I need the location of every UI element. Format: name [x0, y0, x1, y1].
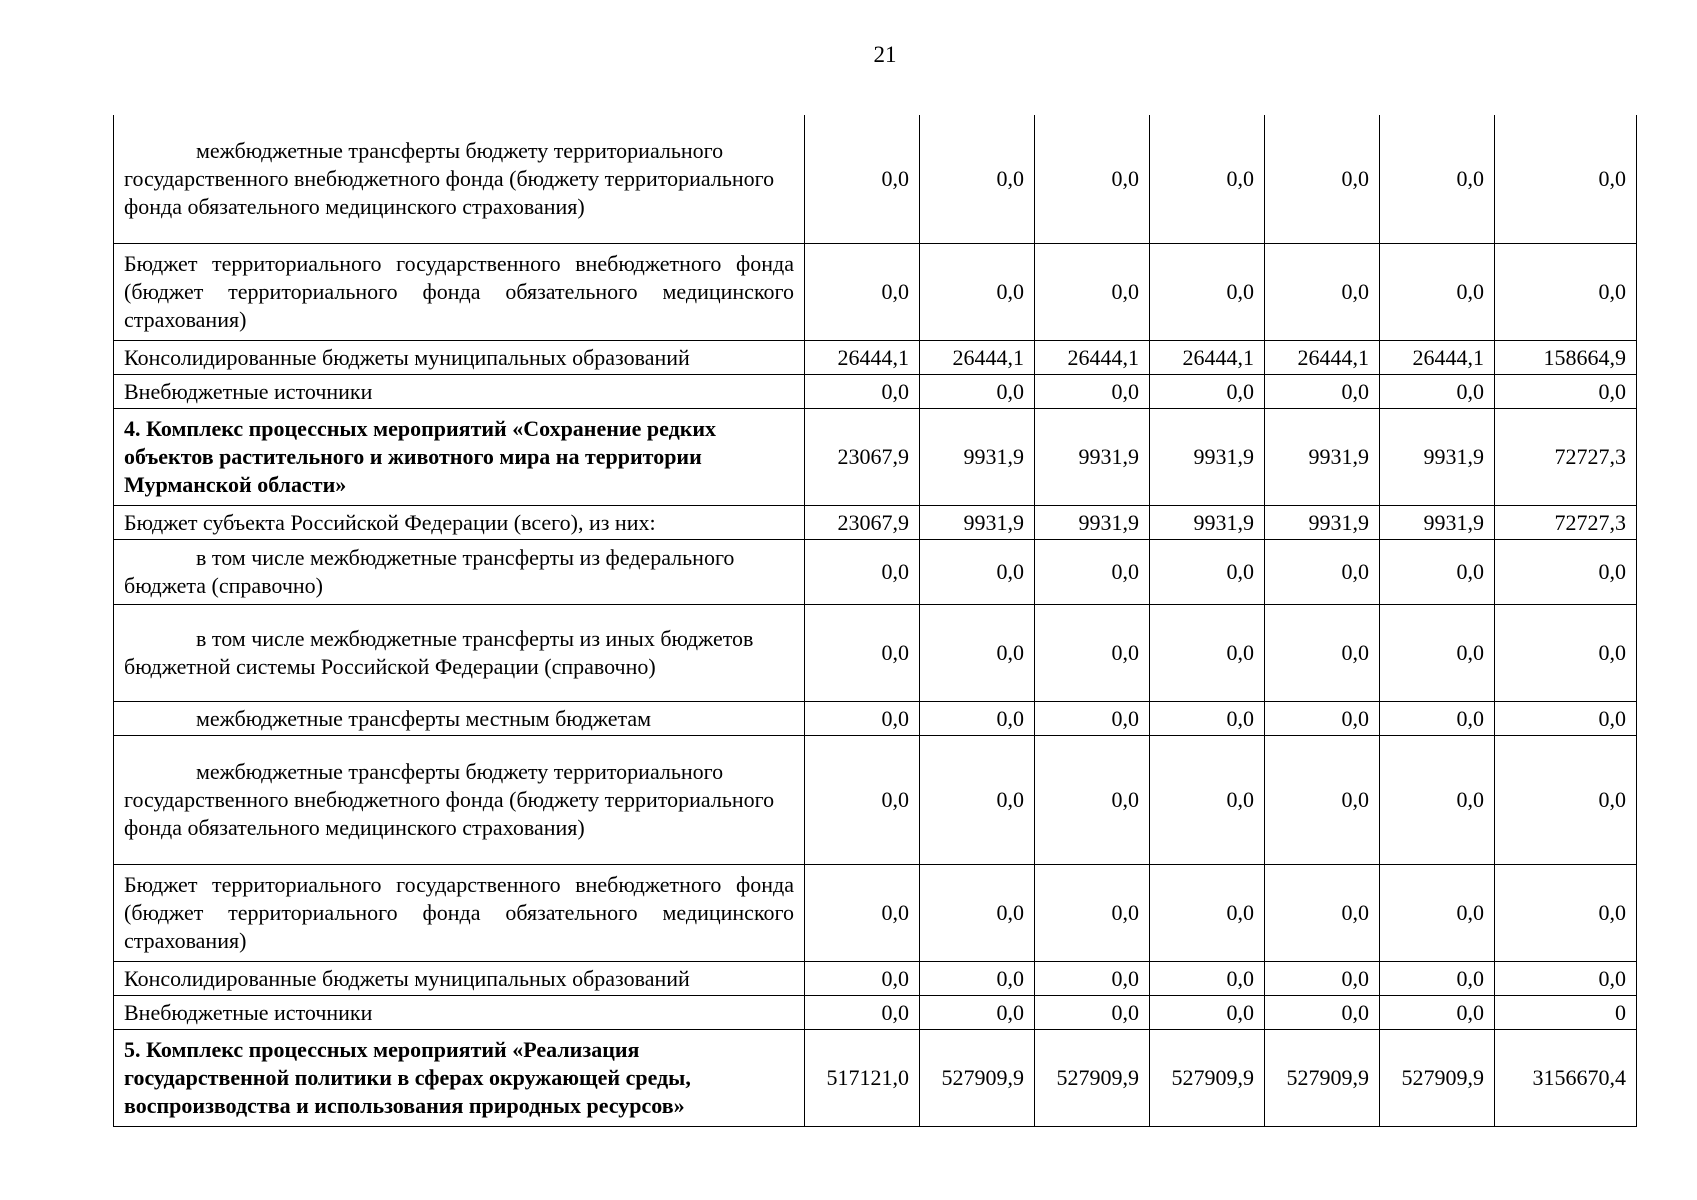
row-value: 527909,9 — [1035, 1030, 1150, 1127]
row-value: 0,0 — [1380, 736, 1495, 865]
row-value: 0,0 — [920, 115, 1035, 244]
row-label: Консолидированные бюджеты муниципальных образований — [114, 341, 805, 375]
row-value: 0,0 — [1265, 605, 1380, 702]
row-value: 0,0 — [920, 375, 1035, 409]
row-total: 72727,3 — [1495, 409, 1637, 506]
row-label: Внебюджетные источники — [114, 375, 805, 409]
budget-table — [113, 115, 1637, 1127]
row-value: 0,0 — [805, 605, 920, 702]
row-value: 9931,9 — [1035, 506, 1150, 540]
table-row — [114, 540, 1637, 605]
row-value: 0,0 — [920, 702, 1035, 736]
row-value: 0,0 — [1035, 702, 1150, 736]
row-value: 527909,9 — [1265, 1030, 1380, 1127]
row-value: 0,0 — [1150, 865, 1265, 962]
row-label: в том числе межбюджетные трансферты из федерального бюджета (справочно) — [114, 540, 805, 605]
row-value: 0,0 — [1380, 962, 1495, 996]
row-value: 0,0 — [1035, 540, 1150, 605]
row-value: 0,0 — [1265, 244, 1380, 341]
row-value: 0,0 — [920, 736, 1035, 865]
row-value: 26444,1 — [1380, 341, 1495, 375]
row-value: 0,0 — [920, 540, 1035, 605]
row-value: 0,0 — [1380, 605, 1495, 702]
row-value: 9931,9 — [1380, 409, 1495, 506]
row-value: 0,0 — [1265, 540, 1380, 605]
row-value: 0,0 — [1035, 736, 1150, 865]
row-total: 0,0 — [1495, 244, 1637, 341]
row-value: 0,0 — [1265, 115, 1380, 244]
row-value: 26444,1 — [805, 341, 920, 375]
table-row — [114, 962, 1637, 996]
row-label: Бюджет территориального государственного внебюджетного фонда (бюджет территориального фонда обязательного медицинского страхования) — [114, 244, 805, 341]
row-value: 0,0 — [805, 702, 920, 736]
row-value: 0,0 — [1035, 375, 1150, 409]
row-total: 0,0 — [1495, 115, 1637, 244]
row-total: 158664,9 — [1495, 341, 1637, 375]
row-value: 0,0 — [805, 865, 920, 962]
page-number: 21 — [873, 42, 897, 67]
row-value: 0,0 — [1265, 702, 1380, 736]
row-value: 0,0 — [1150, 375, 1265, 409]
row-value: 0,0 — [1380, 115, 1495, 244]
row-value: 0,0 — [805, 244, 920, 341]
row-label: Бюджет субъекта Российской Федерации (всего), из них: — [114, 506, 805, 540]
row-value: 23067,9 — [805, 506, 920, 540]
row-value: 0,0 — [1265, 996, 1380, 1030]
row-value: 0,0 — [1265, 865, 1380, 962]
row-value: 0,0 — [805, 996, 920, 1030]
row-value: 0,0 — [1265, 375, 1380, 409]
row-value: 0,0 — [1150, 736, 1265, 865]
row-value: 26444,1 — [1150, 341, 1265, 375]
row-total: 0,0 — [1495, 375, 1637, 409]
row-value: 0,0 — [805, 962, 920, 996]
row-value: 9931,9 — [920, 506, 1035, 540]
row-total: 0,0 — [1495, 736, 1637, 865]
row-value: 527909,9 — [1380, 1030, 1495, 1127]
row-value: 517121,0 — [805, 1030, 920, 1127]
budget-table-body — [114, 115, 1637, 1127]
row-value: 0,0 — [1150, 962, 1265, 996]
row-value: 9931,9 — [1380, 506, 1495, 540]
table-row — [114, 341, 1637, 375]
row-value: 0,0 — [920, 244, 1035, 341]
row-value: 527909,9 — [920, 1030, 1035, 1127]
row-value: 0,0 — [1035, 244, 1150, 341]
table-row — [114, 736, 1637, 865]
table-row — [114, 375, 1637, 409]
row-total: 0,0 — [1495, 865, 1637, 962]
row-value: 0,0 — [1035, 996, 1150, 1030]
table-row — [114, 996, 1637, 1030]
row-value: 0,0 — [1380, 702, 1495, 736]
row-value: 0,0 — [1150, 244, 1265, 341]
row-label: Консолидированные бюджеты муниципальных образований — [114, 962, 805, 996]
table-row — [114, 702, 1637, 736]
row-value: 9931,9 — [1265, 506, 1380, 540]
row-label: межбюджетные трансферты бюджету территориального государственного внебюджетного фонда (бюджету территориального фонда обязательного медицинского страхования) — [114, 115, 805, 244]
table-row — [114, 865, 1637, 962]
row-total: 0 — [1495, 996, 1637, 1030]
row-value: 0,0 — [1380, 244, 1495, 341]
row-value: 0,0 — [805, 115, 920, 244]
row-value: 9931,9 — [1150, 506, 1265, 540]
row-value: 0,0 — [920, 865, 1035, 962]
row-value: 9931,9 — [1265, 409, 1380, 506]
row-value: 0,0 — [920, 962, 1035, 996]
row-value: 0,0 — [1150, 540, 1265, 605]
table-row — [114, 115, 1637, 244]
row-value: 0,0 — [920, 996, 1035, 1030]
row-total: 3156670,4 — [1495, 1030, 1637, 1127]
row-value: 0,0 — [1265, 962, 1380, 996]
row-total: 0,0 — [1495, 540, 1637, 605]
row-value: 26444,1 — [920, 341, 1035, 375]
row-value: 9931,9 — [920, 409, 1035, 506]
row-value: 0,0 — [1035, 115, 1150, 244]
row-value: 0,0 — [1380, 540, 1495, 605]
row-value: 26444,1 — [1265, 341, 1380, 375]
table-row — [114, 605, 1637, 702]
row-total: 0,0 — [1495, 702, 1637, 736]
row-label: в том числе межбюджетные трансферты из иных бюджетов бюджетной системы Российской Федерации (справочно) — [114, 605, 805, 702]
row-value: 9931,9 — [1150, 409, 1265, 506]
row-value: 0,0 — [1035, 865, 1150, 962]
row-total: 0,0 — [1495, 605, 1637, 702]
table-row — [114, 506, 1637, 540]
row-label: 4. Комплекс процессных мероприятий «Сохранение редких объектов растительного и животного мира на территории Мурманской области» — [114, 409, 805, 506]
row-value: 527909,9 — [1150, 1030, 1265, 1127]
table-row — [114, 1030, 1637, 1127]
row-value: 0,0 — [805, 375, 920, 409]
table-row — [114, 409, 1637, 506]
row-value: 0,0 — [1150, 702, 1265, 736]
row-value: 26444,1 — [1035, 341, 1150, 375]
row-value: 0,0 — [1265, 736, 1380, 865]
row-total: 0,0 — [1495, 962, 1637, 996]
table-row — [114, 244, 1637, 341]
row-value: 23067,9 — [805, 409, 920, 506]
row-value: 0,0 — [920, 605, 1035, 702]
row-label: Внебюджетные источники — [114, 996, 805, 1030]
row-value: 0,0 — [1035, 605, 1150, 702]
row-value: 0,0 — [1035, 962, 1150, 996]
row-value: 0,0 — [1150, 605, 1265, 702]
row-value: 0,0 — [1150, 996, 1265, 1030]
row-label: межбюджетные трансферты местным бюджетам — [114, 702, 805, 736]
row-value: 9931,9 — [1035, 409, 1150, 506]
row-value: 0,0 — [1380, 375, 1495, 409]
row-label: 5. Комплекс процессных мероприятий «Реализация государственной политики в сферах окружающей среды, воспроизводства и использования природных ресурсов» — [114, 1030, 805, 1127]
row-label: межбюджетные трансферты бюджету территориального государственного внебюджетного фонда (бюджету территориального фонда обязательного медицинского страхования) — [114, 736, 805, 865]
row-total: 72727,3 — [1495, 506, 1637, 540]
row-value: 0,0 — [1380, 996, 1495, 1030]
row-value: 0,0 — [1150, 115, 1265, 244]
row-value: 0,0 — [805, 736, 920, 865]
row-value: 0,0 — [1380, 865, 1495, 962]
row-label: Бюджет территориального государственного внебюджетного фонда (бюджет территориального фонда обязательного медицинского страхования) — [114, 865, 805, 962]
row-value: 0,0 — [805, 540, 920, 605]
